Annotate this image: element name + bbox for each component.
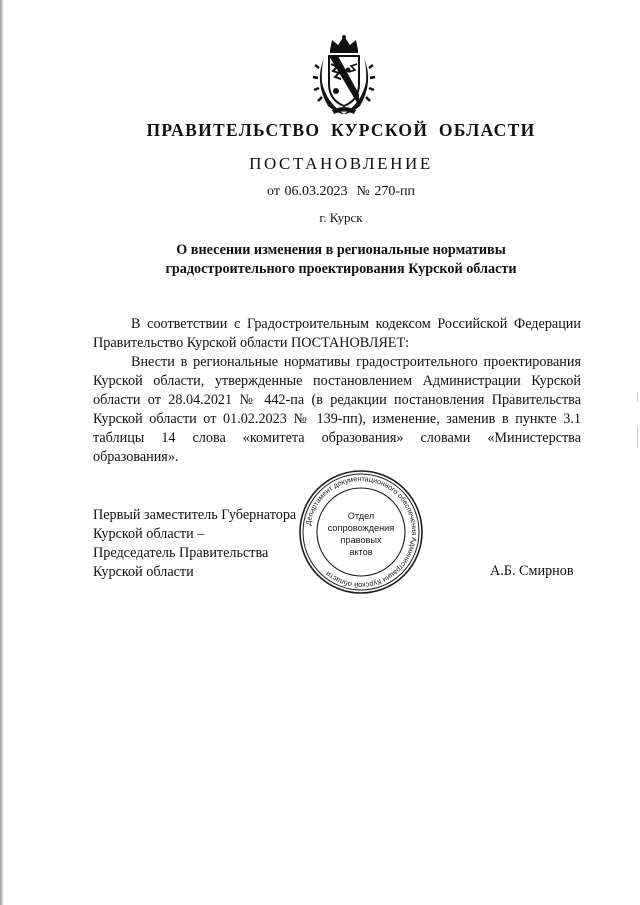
- document-type: ПОСТАНОВЛЕНИЕ: [249, 154, 433, 173]
- document-subject: [0, 241, 640, 279]
- stamp-center-line-3: правовых: [340, 535, 382, 545]
- official-round-stamp: [297, 468, 425, 596]
- stamp-ring-text: Департамент документационного обеспечения Администрации Курской области: [303, 473, 420, 591]
- signatory-line-3: Председатель Правительства: [93, 545, 269, 561]
- stamp-center-line-4: актов: [349, 547, 373, 557]
- stamp-center-line-1: Отдел: [347, 511, 375, 521]
- scan-mark: [637, 392, 638, 402]
- document-date-number: от 06.03.2023 № 270-пп: [267, 184, 415, 199]
- signatory-line-1: Первый заместитель Губернатора: [93, 507, 297, 523]
- signatory-name: А.Б. Смирнов: [490, 563, 574, 579]
- body-paragraph-2: Внести в региональные нормативы градостроительного проектирования Курской области, утвержденные постановлением Администрации Курской области от 28.04.2021 № 442-па (в редакции постановления Правительства Курской области от 01.02.2023 № 139-пп), изменение, заменив в пункте 3.1 таблицы 14 слова «комитета образования» словами «Министерства образования».: [93, 354, 581, 465]
- government-title: ПРАВИТЕЛЬСТВО КУРСКОЙ ОБЛАСТИ: [146, 120, 536, 140]
- subject-line-2: градостроительного проектирования Курской области: [165, 261, 517, 277]
- body-paragraph-1: В соответствии с Градостроительным кодексом Российской Федерации Правительство Курской области ПОСТАНОВЛЯЕТ:: [93, 316, 581, 351]
- scan-mark: [637, 426, 638, 448]
- body-paragraph-2-container: [93, 353, 581, 467]
- signatory-line-4: Курской области: [93, 564, 194, 580]
- document-city: г. Курск: [319, 210, 363, 225]
- body-paragraph-1-container: [93, 315, 581, 353]
- subject-line-1: О внесении изменения в региональные нормативы: [176, 242, 506, 258]
- signatory-line-2: Курской области –: [93, 526, 205, 542]
- kursk-coat-of-arms-icon: [310, 34, 378, 116]
- stamp-center-line-2: сопровождения: [327, 523, 395, 533]
- signatory-position: [93, 506, 296, 582]
